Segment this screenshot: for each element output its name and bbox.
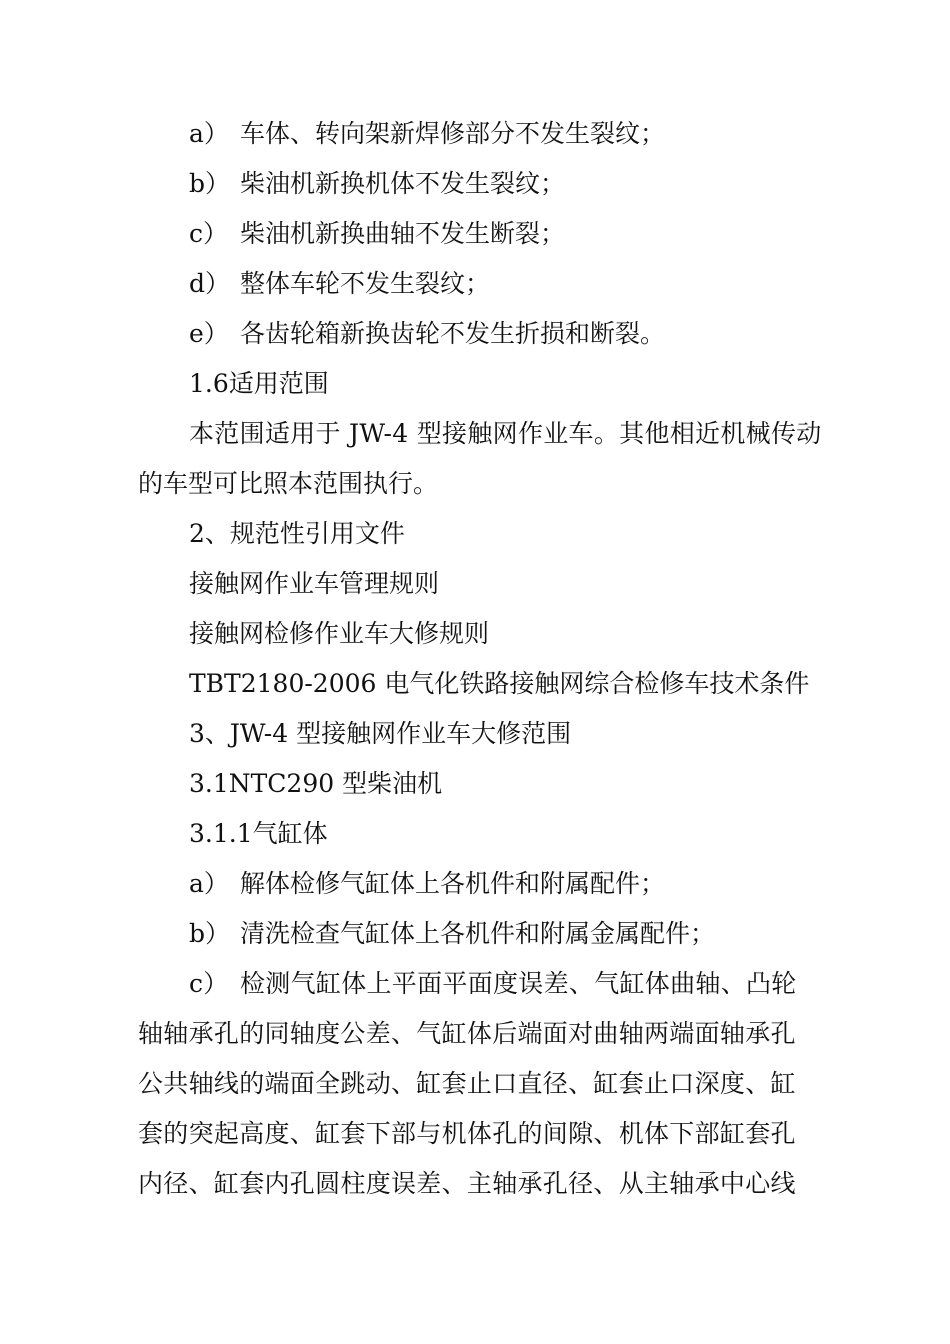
list-item [0,316,950,352]
list-marker: d） [189,269,231,298]
list-marker: b） [189,919,231,948]
paragraph-line: 轴轴承孔的同轴度公差、气缸体后端面对曲轴两端面轴承孔 [138,1019,796,1048]
reference-item: 接触网作业车管理规则 [189,569,440,598]
list-item [0,116,950,152]
list-item [0,216,950,252]
reference-item: 接触网检修作业车大修规则 [189,619,490,648]
list-item-text: 车体、转向架新焊修部分不发生裂纹； [240,119,666,148]
list-marker: a） [189,119,229,148]
section-heading: 3、JW-4 型接触网作业车大修范围 [189,719,572,748]
section-heading: 2、规范性引用文件 [189,519,405,548]
list-item-text: 清洗检查气缸体上各机件和附属金属配件； [240,919,716,948]
subsection-heading: 3.1.1气缸体 [189,819,328,848]
paragraph-line: 公共轴线的端面全跳动、缸套止口直径、缸套止口深度、缸 [138,1069,796,1098]
list-marker: b） [189,169,231,198]
list-item [0,966,950,1002]
list-marker: e） [189,319,229,348]
paragraph-line: 本范围适用于 JW-4 型接触网作业车。其他相近机械传动 [189,419,822,448]
list-item-text: 柴油机新换机体不发生裂纹； [240,169,566,198]
paragraph-line: 套的突起高度、缸套下部与机体孔的间隙、机体下部缸套孔 [138,1119,796,1148]
list-item-text: 检测气缸体上平面平面度误差、气缸体曲轴、凸轮 [240,969,797,998]
list-item-text: 解体检修气缸体上各机件和附属配件； [240,869,666,898]
paragraph-line: 内径、缸套内孔圆柱度误差、主轴承孔径、从主轴承中心线 [138,1169,796,1198]
list-marker: c） [189,219,229,248]
list-item [0,866,950,902]
list-item-text: 各齿轮箱新换齿轮不发生折损和断裂。 [240,319,666,348]
subsection-heading: 3.1NTC290 型柴油机 [189,769,443,798]
reference-item: TBT2180-2006 电气化铁路接触网综合检修车技术条件 [189,669,810,698]
list-item [0,916,950,952]
section-heading: 1.6适用范围 [189,369,329,398]
list-item [0,166,950,202]
list-marker: c） [189,969,229,998]
list-item-text: 整体车轮不发生裂纹； [240,269,491,298]
list-item-text: 柴油机新换曲轴不发生断裂； [240,219,566,248]
paragraph-line: 的车型可比照本范围执行。 [138,469,439,498]
list-marker: a） [189,869,229,898]
list-item [0,266,950,302]
